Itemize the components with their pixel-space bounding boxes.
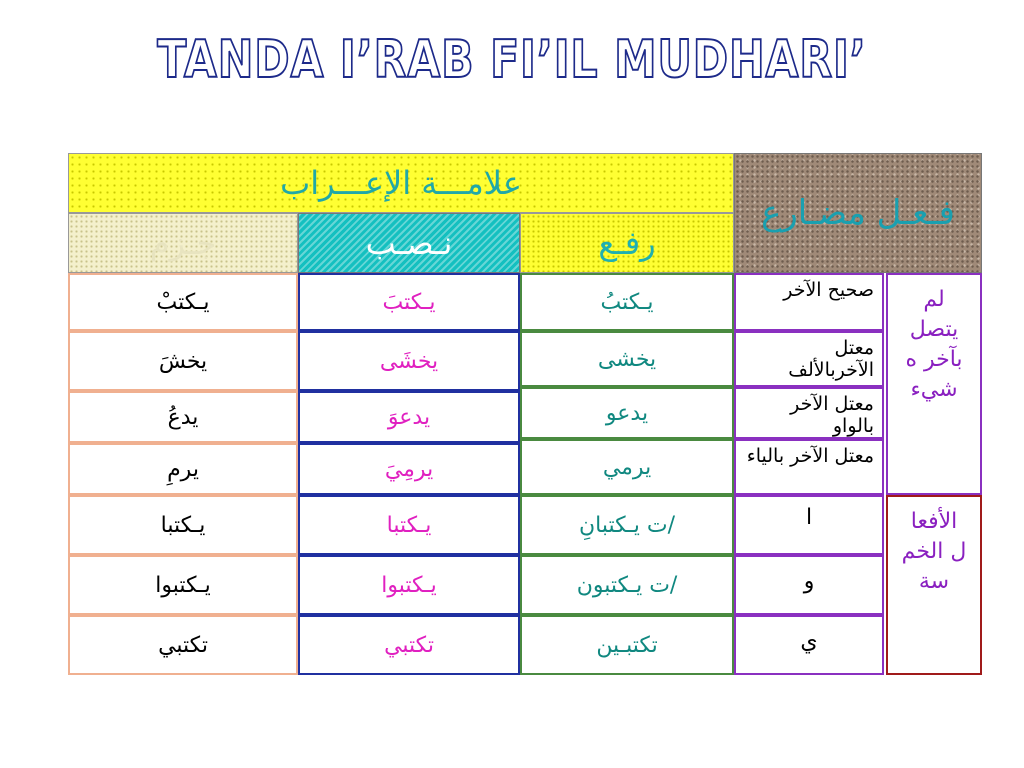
nasb-cell: يـكتبَ: [298, 273, 520, 331]
jazm-cell: يـكتبوا: [68, 555, 298, 615]
header-jazm-label: جـزم: [149, 224, 217, 262]
header-raf: [520, 213, 734, 273]
header-nasb: [298, 213, 520, 273]
nasb-cell: يخشَى: [298, 331, 520, 391]
type-cell: معتل الآخر بالياء: [734, 439, 884, 495]
side-bottom-cell: الأفعا ل الخم سة: [886, 495, 982, 675]
raf-cell: تكتبـين: [520, 615, 734, 675]
raf-cell: /ت يـكتبون: [520, 555, 734, 615]
jazm-cell: يخشَ: [68, 331, 298, 391]
raf-cell: يدعو: [520, 387, 734, 439]
nasb-cell: يرمِيَ: [298, 443, 520, 495]
header-fiil: [734, 153, 982, 273]
type-cell: ا: [734, 495, 884, 555]
jazm-cell: يدعُ: [68, 391, 298, 443]
page-title: TANDA I’RAB FI’IL MUDHARI’: [157, 30, 867, 90]
raf-cell: يخشى: [520, 331, 734, 387]
type-cell: معتل الآخربالألف: [734, 331, 884, 387]
type-cell: ي: [734, 615, 884, 675]
header-alamat-label: علامـــة الإعـــراب: [280, 164, 522, 202]
jazm-cell: تكتبي: [68, 615, 298, 675]
jazm-cell: يـكتبْ: [68, 273, 298, 331]
nasb-cell: يـكتبا: [298, 495, 520, 555]
side-top-cell: لم يتصل بآخر ه شيء: [886, 273, 982, 495]
jazm-cell: يرمِ: [68, 443, 298, 495]
header-nasb-label: نـصـب: [365, 224, 453, 262]
type-cell: صحيح الآخر: [734, 273, 884, 331]
type-cell: و: [734, 555, 884, 615]
header-alamat: [68, 153, 734, 213]
nasb-cell: يدعوَ: [298, 391, 520, 443]
nasb-cell: تكتبي: [298, 615, 520, 675]
raf-cell: يـكتبُ: [520, 273, 734, 331]
header-fiil-label: فـعـل مضـارع: [761, 193, 955, 233]
raf-cell: /ت يـكتبانِ: [520, 495, 734, 555]
header-jazm: [68, 213, 298, 273]
header-raf-label: رفـع: [598, 224, 656, 262]
type-cell: معتل الآخر بالواو: [734, 387, 884, 439]
jazm-cell: يـكتبا: [68, 495, 298, 555]
nasb-cell: يـكتبوا: [298, 555, 520, 615]
raf-cell: يرمي: [520, 439, 734, 495]
